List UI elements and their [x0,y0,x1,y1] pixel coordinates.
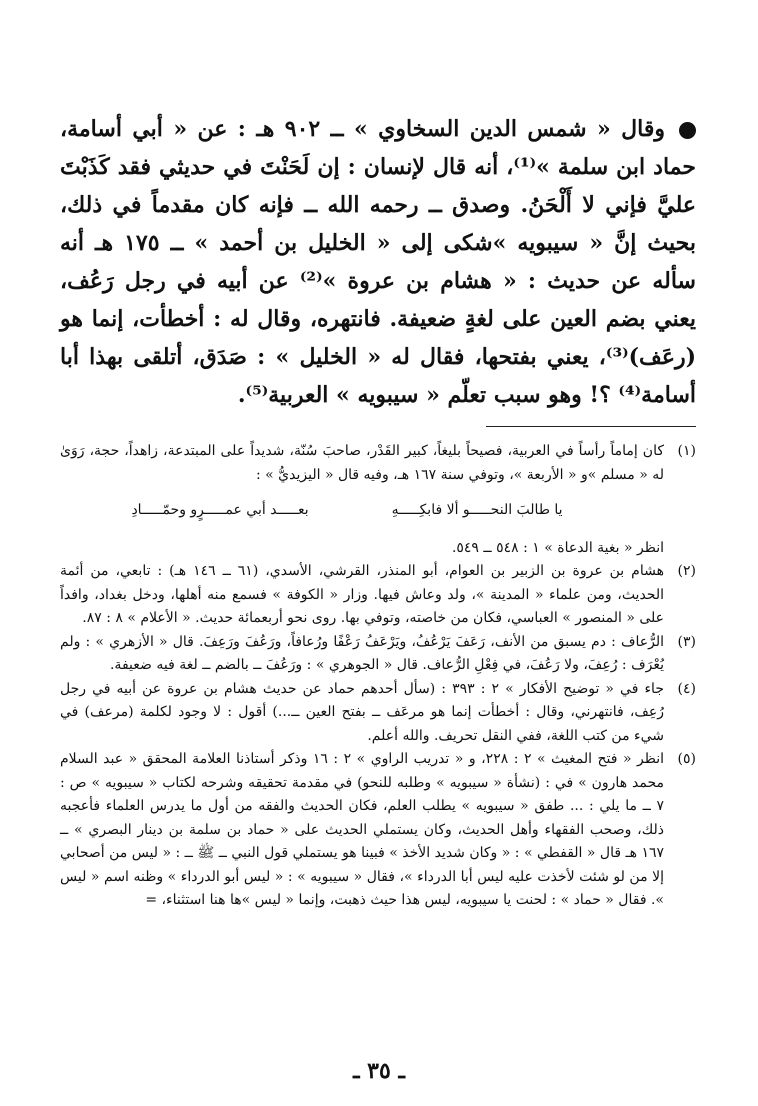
footnote-1 [60,440,696,560]
footnote-5 [60,748,696,913]
footnote-text: هشام بن عروة بن الزبير بن العوام، أبو المنذر، القرشي، الأسدي، (٦١ ــ ١٤٦ هـ) : تابعي، من أئمة الحديث، ومن علماء « المدينة »، ولد وعاش فيها. وزار « الكوفة » فسمع منه أهلها، ودخل بغداد، وافداً على « المنصور » العباسي، فكان من خاصته، وتوفي بها. روى نحو أربعمائة حديث. « الأعلام » ٨ : ٨٧. [60,563,664,626]
footnote-3 [60,631,696,678]
footnote-number: (٥) [677,751,696,767]
verse-second-hemistich: بعـــــد أبي عمـــــرٍو وحمّـــــادِ [131,502,309,518]
poem-verse [90,499,604,523]
footnote-number: (٢) [677,563,696,579]
main-paragraph-block [60,110,696,414]
footnote-4 [60,678,696,749]
main-text [60,110,696,414]
footnote-text: الرُّعاف : دم يسبق من الأنف، رَعَفَ يَرْعُفُ، ويَرْعَفُ رَعْفًا ورُعافاً، ورَعُفَ ورَعِفَ. قال « الأزهري » : ولم يُعْرَف : رُعِفَ، ولا رَعُفَ، في فِعْلِ الرُّعاف. قال « الجوهري » : ورَعُفَ ــ بالضم ــ لغة فيه ضعيفة. [60,633,664,673]
bullet-dot-icon [679,122,696,139]
footnote-reference: انظر « بغية الدعاة » ١ : ٥٤٨ ــ ٥٤٩. [451,539,664,556]
footnote-number: (٤) [677,680,696,697]
verse-first-hemistich: يا طالبَ النحـــــو ألا فابكِـــــهِ [391,502,563,518]
main-paragraph: وقال « شمس الدين السخاوي » ــ ٩٠٢ هـ : عن « أبي أسامة، حماد ابن سلمة »⁽¹⁾، أنه قال لإنسان : إن لَحَنْتَ في حديثي فقد كَذَبْتَ عليَّ فإني لا أَلْحَنُ. وصدق ــ رحمه الله ــ فإنه كان مقدماً في ذلك، بحيث إنَّ « سيبويه »شكى إلى « الخليل بن أحمد » ــ ١٧٥ هـ أنه سأله عن حديث : « هشام بن عروة »⁽²⁾ عن أبيه في رجل رَعُف، يعني بضم العين على لغةٍ ضعيفة. فانتهره، وقال له : أخطأت، إنما هو (رعَف)⁽³⁾، يعني بفتحها، فقال له « الخليل » : صَدَق، أتلقى بهذا أبا أسامة⁽⁴⁾ ؟! وهو سبب تعلّم « سيبويه » العربية⁽⁵⁾. [60,116,697,408]
footnote-text: جاء في « توضيح الأفكار » ٢ : ٣٩٣ : (سأل أحدهم حماد عن حديث هشام بن عروة عن أبيه في رجل رُعِف، فانتهرني، وقال : أخطأت إنما هو مرعَف ــ بفتح العين ــ...) أقول : لا وجود لكلمة (مرعف) في شيء من كتب اللغة، ففي النقل تحريف. والله أعلم. [60,680,664,744]
footnotes [60,440,696,913]
page-number: ـ ٣٥ ـ [353,1058,405,1084]
footnote-text: كان إماماً رأساً في العربية، فصيحاً بليغاً، كبير القَدْر، صاحبَ سُنّة، شديداً على المبتدعة، زاهداً، حجة، رَوَىٰ له « مسلم »و « الأربعة »، وتوفي سنة ١٦٧ هـ، وفيه قال « اليزيديُّ » : [60,443,664,483]
footnote-number: (١) [677,443,696,459]
footnote-text: انظر « فتح المغيث » ٢ : ٢٢٨، و « تدريب الراوي » ٢ : ١٦ وذكر أستاذنا العلامة المحقق « عبد السلام محمد هارون » في : (نشأة « سيبويه » وطلبه للنحو) في مقدمة تحقيقه وشرحه لكتاب « سيبويه » ص : ٧ ــ ما يلي : ... طفق « سيبويه » يطلب العلم، فكان الحديث والفقه من أول ما يدرس العلماء فأعجبه ذلك، وصحب الفقهاء وأهل الحديث، وكان يستملي الحديث على « حماد بن سلمة بن دينار البصري » ــ ١٦٧ هـ قال « القفطي » : « وكان شديد الأخذ » فبينا هو يستملي قول النبي ــ ﷺ ــ : « ليس من أصحابي إلا من لو شئت لأخذت عليه ليس أبا الدرداء »، فقال « سيبويه » : « ليس أبو الدرداء » وظنه اسم « ليس ». فقال « حماد » : لحنت يا سيبويه، ليس هذا حيث ذهبت، وإنما « ليس »ها هنا استثناء، = [60,751,665,908]
footnote-number: (٣) [677,633,696,650]
footnote-2 [60,560,696,631]
footnote-divider [486,426,696,427]
